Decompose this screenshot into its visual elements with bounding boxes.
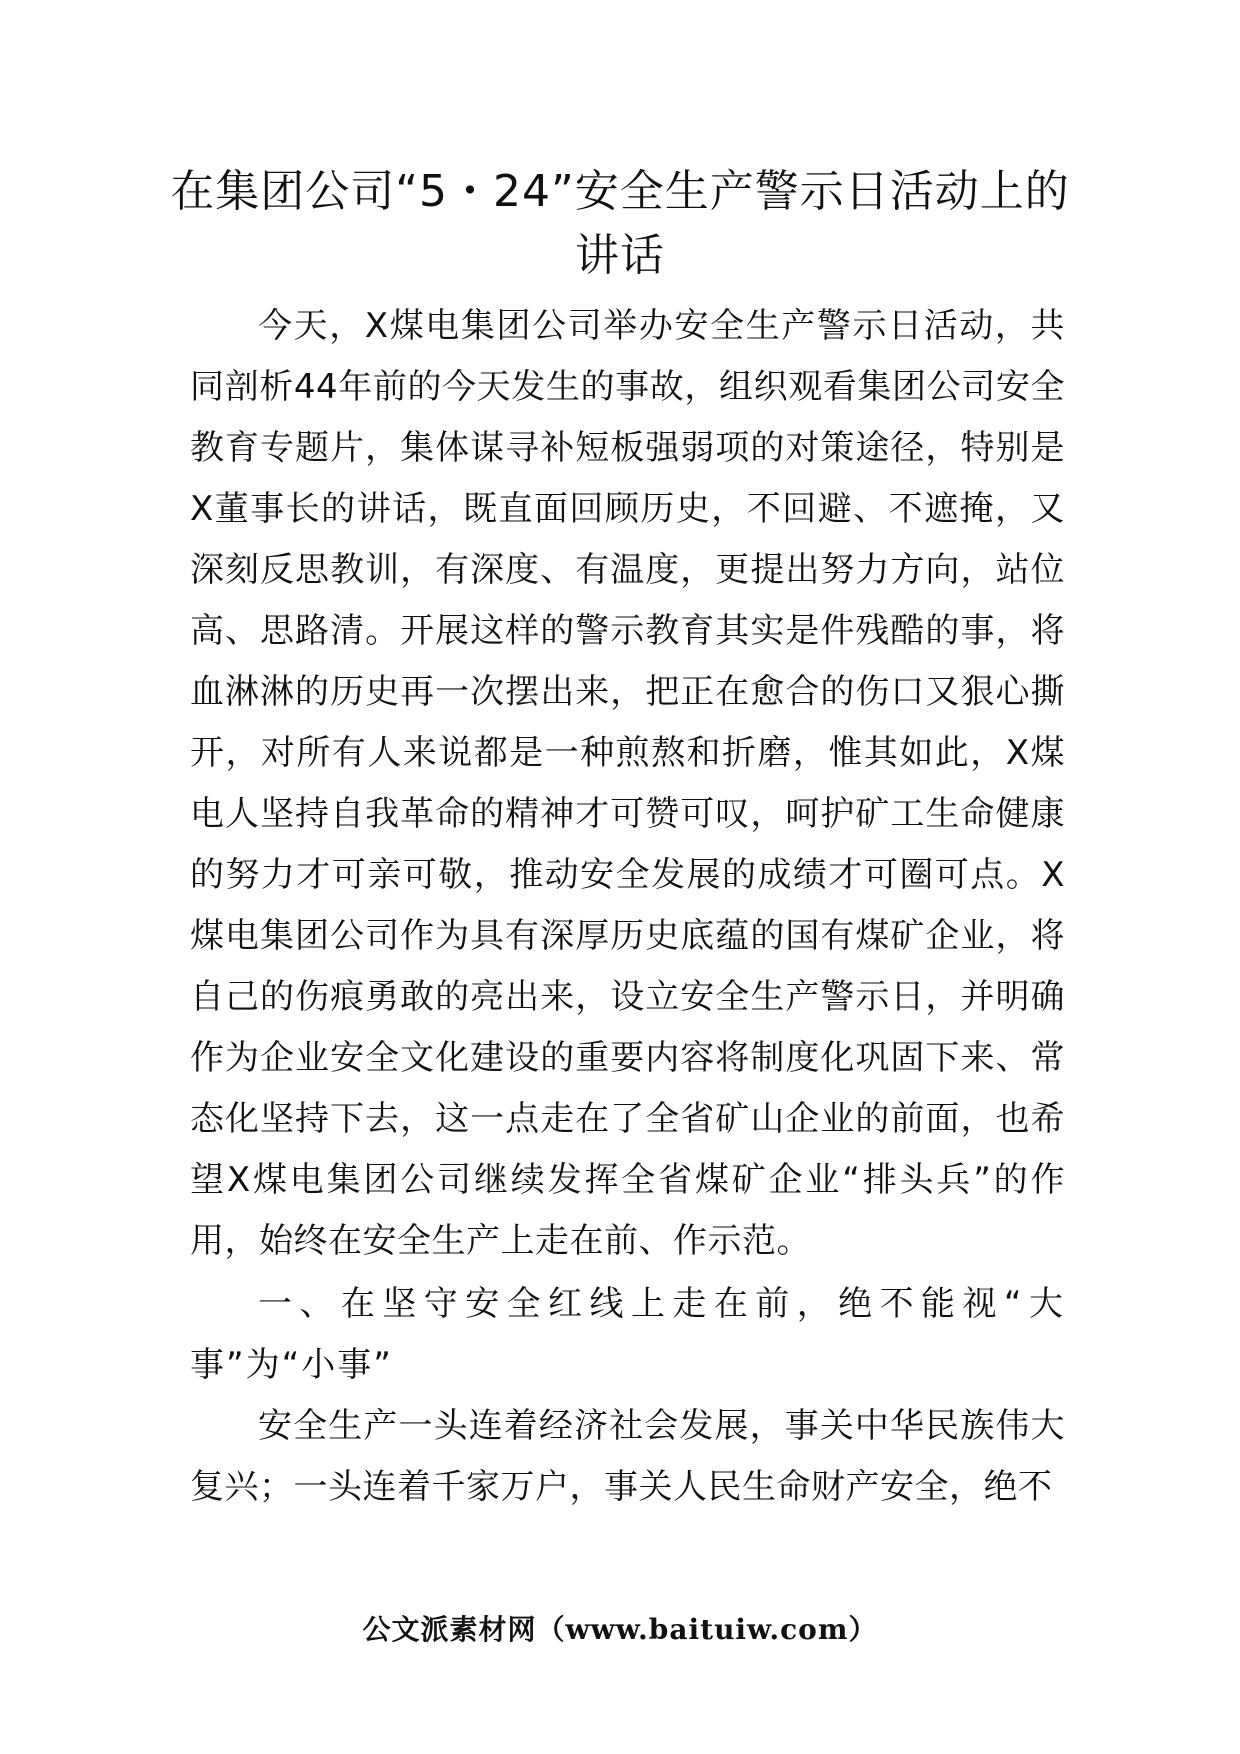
page-title: 在集团公司“5・24”安全生产警示日活动上的讲话 [170,166,1070,281]
document-body [190,296,1065,1518]
intro-paragraph: 今天，X煤电集团公司举办安全生产警示日活动，共同剖析44年前的今天发生的事故，组织观看集团公司安全教育专题片，集体谋寻补短板强弱项的对策途径，特别是X董事长的讲话，既直面回顾历史，不回避、不遮掩，又深刻反思教训，有深度、有温度，更提出努力方向，站位高、思路清。开展这样的警示教育其实是件残酷的事，将血淋淋的历史再一次摆出来，把正在愈合的伤口又狠心撕开，对所有人来说都是一种煎熬和折磨，惟其如此，X煤电人坚持自我革命的精神才可赞可叹，呵护矿工生命健康的努力才可亲可敬，推动安全发展的成绩才可圈可点。X煤电集团公司作为具有深厚历史底蕴的国有煤矿企业，将自己的伤痕勇敢的亮出来，设立安全生产警示日，并明确作为企业安全文化建设的重要内容将制度化巩固下来、常态化坚持下去，这一点走在了全省矿山企业的前面，也希望X煤电集团公司继续发挥全省煤矿企业“排头兵”的作用，始终在安全生产上走在前、作示范。 [190,306,1065,1261]
section-heading: 一、在坚守安全红线上走在前，绝不能视“大事”为“小事” [190,1284,1065,1385]
section-paragraph: 安全生产一头连着经济社会发展，事关中华民族伟大复兴；一头连着千家万户，事关人民生命财产安全，绝不 [190,1406,1065,1507]
footer-watermark: 公文派素材网（www.baituiw.com） [362,1613,878,1646]
